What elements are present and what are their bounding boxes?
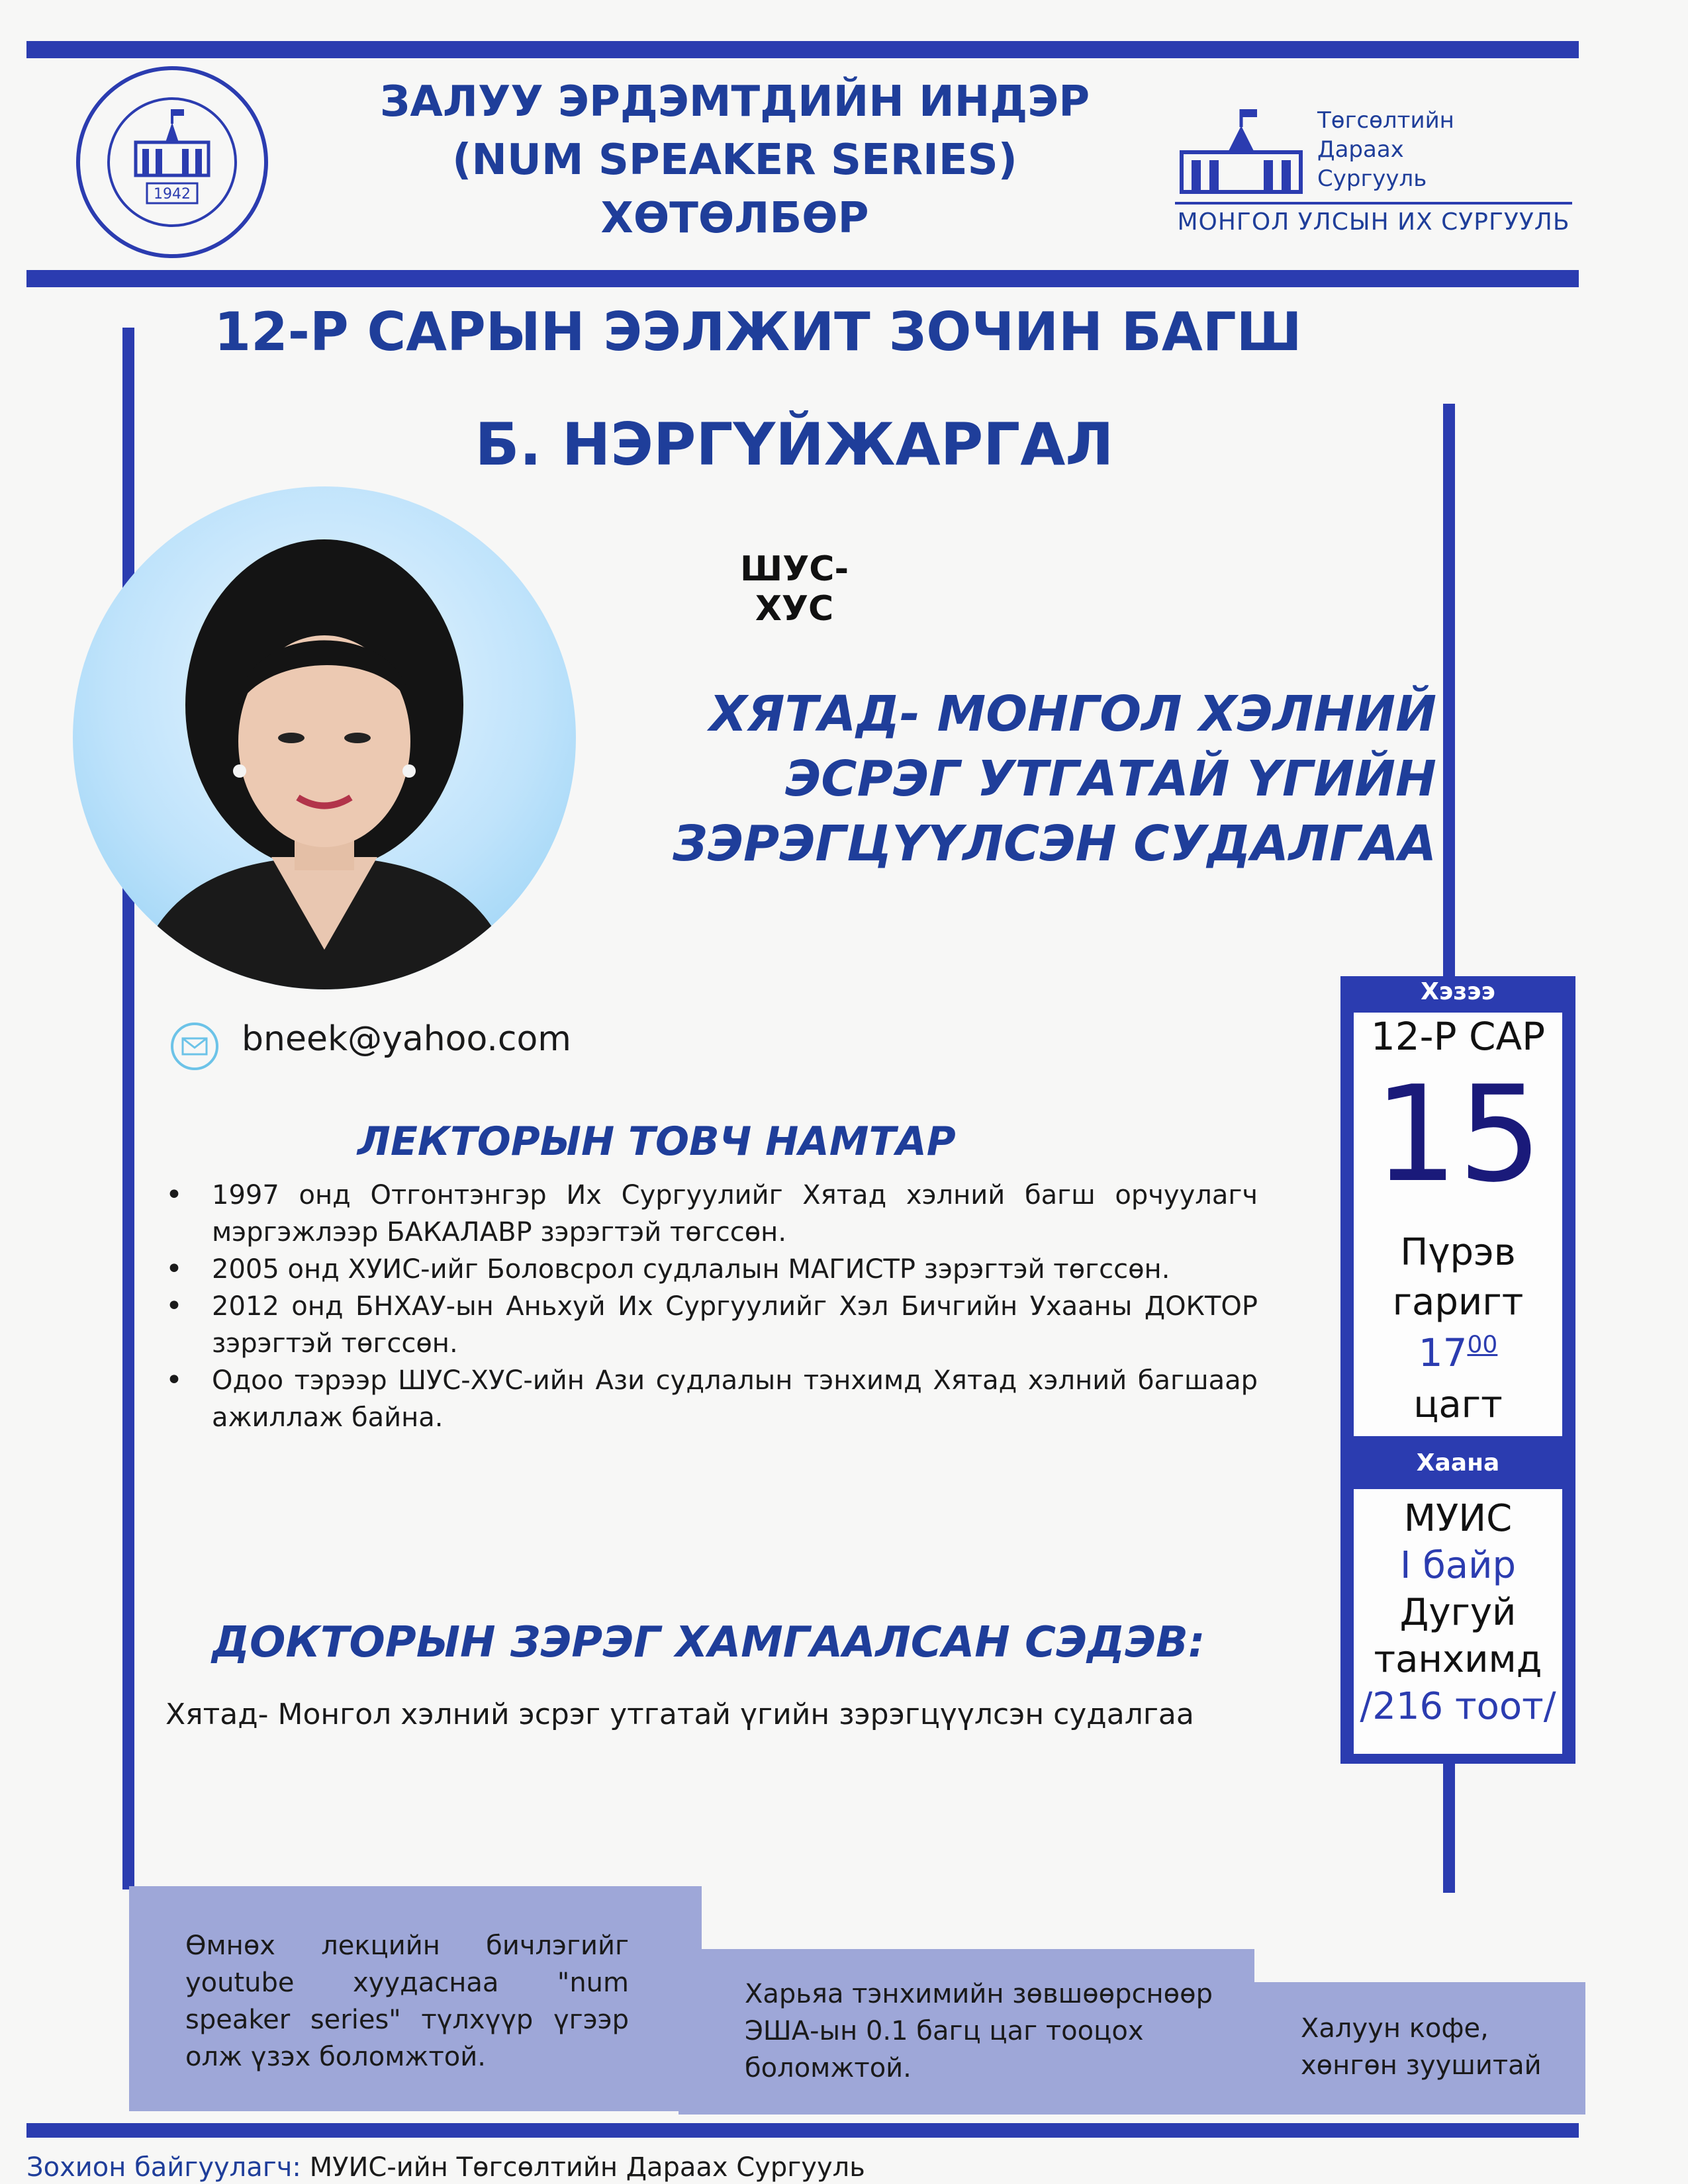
event-day: 15: [1374, 1058, 1542, 1212]
event-month: 12-Р САР: [1370, 1014, 1546, 1059]
dissertation-title: ДОКТОРЫН ЗЭРЭГ ХАМГААЛСАН СЭДЭВ:: [212, 1618, 1205, 1667]
month-guest-title: 12-Р САРЫН ЭЭЛЖИТ ЗОЧИН БАГШ: [214, 301, 1302, 363]
department-label: ШУС-ХУС: [739, 549, 849, 629]
right-vertical-bar: [1443, 404, 1455, 979]
info-box-recordings: Өмнөх лекцийн бичлэгийг youtube хуудаснаа "num speaker series" түлхүүр үгээр олж үзэх боломжтой.: [129, 1886, 702, 2111]
event-time-hour: 17: [1418, 1330, 1468, 1375]
speaker-name: Б. НЭРГҮЙЖАРГАЛ: [475, 410, 1114, 478]
grad-school-line2: Дараах: [1317, 136, 1404, 163]
bio-item: • 2005 онд ХУИС-ийг Боловсрол судлалын МАГИСТР зэрэгтэй төгссөн.: [165, 1251, 1258, 1288]
footer-label: Зохион байгуулагч:: [26, 2152, 301, 2183]
bio-item: • 2012 онд БНХАУ-ын Аньхуй Их Сургуулийг Хэл Бичгийн Ухааны ДОКТОР зэрэгтэй төгссөн.: [165, 1288, 1258, 1362]
event-time-suffix: цагт: [1413, 1383, 1503, 1426]
place-line1: МУИС: [1403, 1497, 1513, 1540]
bio-item: • 1997 онд Отгонтэнгэр Их Сургуулийг Хятад хэлний багш орчуулагч мэргэжлээр БАКАЛАВР зэрэгтэй төгссөн.: [165, 1177, 1258, 1251]
place-line4: танхимд: [1374, 1638, 1542, 1681]
right-vertical-bar-lower: [1443, 1764, 1455, 1893]
university-name: МОНГОЛ УЛСЫН ИХ СУРГУУЛЬ: [1175, 202, 1572, 236]
program-title-line2: (NUM SPEAKER SERIES): [452, 136, 1017, 185]
grad-school-line3: Сургууль: [1317, 165, 1427, 192]
university-seal-logo: [73, 63, 271, 261]
event-weekday-line2: гаригт: [1392, 1281, 1524, 1324]
bio-item: • Одоо тэрээр ШУС-ХУС-ийн Ази судлалын тэнхимд Хятад хэлний багшаар ажиллаж байна.: [165, 1362, 1258, 1436]
place-line3: Дугуй: [1399, 1591, 1517, 1634]
place-line2: I байр: [1399, 1544, 1517, 1587]
topic-line3: ЗЭРЭГЦҮҮЛСЭН СУДАЛГАА: [673, 815, 1436, 872]
event-time-minutes: 00: [1467, 1331, 1498, 1359]
program-title-line3: ХӨТӨЛБӨР: [600, 194, 869, 243]
graduate-school-building-icon: [1175, 106, 1307, 199]
bio-title: ЛЕКТОРЫН ТОВЧ НАМТАР: [357, 1118, 956, 1165]
header-top-bar: [26, 41, 1579, 58]
info-box-refreshments: Халуун кофе, хөнгөн зуушитай: [1235, 1982, 1585, 2115]
topic-line1: ХЯТАД- МОНГОЛ ХЭЛНИЙ: [709, 686, 1436, 743]
place-line5: /216 тоот/: [1360, 1685, 1556, 1728]
grad-school-line1: Төгсөлтийн: [1317, 107, 1454, 134]
program-title-line1: ЗАЛУУ ЭРДЭМТДИЙН ИНДЭР: [379, 77, 1090, 126]
email-icon: [171, 1023, 218, 1070]
speaker-portrait: [73, 486, 576, 989]
footer-organizer: [26, 2152, 865, 2183]
dissertation-text: Хятад- Монгол хэлний эсрэг утгатай үгийн зэрэгцүүлсэн судалгаа: [165, 1698, 1194, 1731]
speaker-email-link[interactable]: bneek@yahoo.com: [242, 1019, 571, 1059]
seal-year: 1942: [154, 186, 191, 203]
event-time: [1340, 1330, 1575, 1375]
graduate-school-name: [1317, 106, 1454, 193]
footer-organizer-name: МУИС-ийн Төгсөлтийн Дараах Сургууль: [309, 2152, 865, 2183]
lecture-topic: [662, 682, 1436, 876]
program-title: [318, 73, 1152, 248]
when-label: Хэзээ: [1421, 978, 1495, 1005]
where-label: Хаана: [1416, 1449, 1500, 1477]
event-weekday-line1: Пүрэв: [1400, 1231, 1516, 1274]
left-vertical-bar: [122, 328, 134, 1889]
header-bottom-bar: [26, 270, 1579, 287]
info-box-credits: Харьяа тэнхимийн зөвшөөрснөөр ЭША-ын 0.1 багц цаг тооцох боломжтой.: [679, 1949, 1254, 2115]
bio-list: [165, 1177, 1258, 1436]
footer-bar: [26, 2123, 1579, 2138]
topic-line2: ЭСРЭГ УТГАТАЙ ҮГИЙН: [784, 751, 1436, 807]
